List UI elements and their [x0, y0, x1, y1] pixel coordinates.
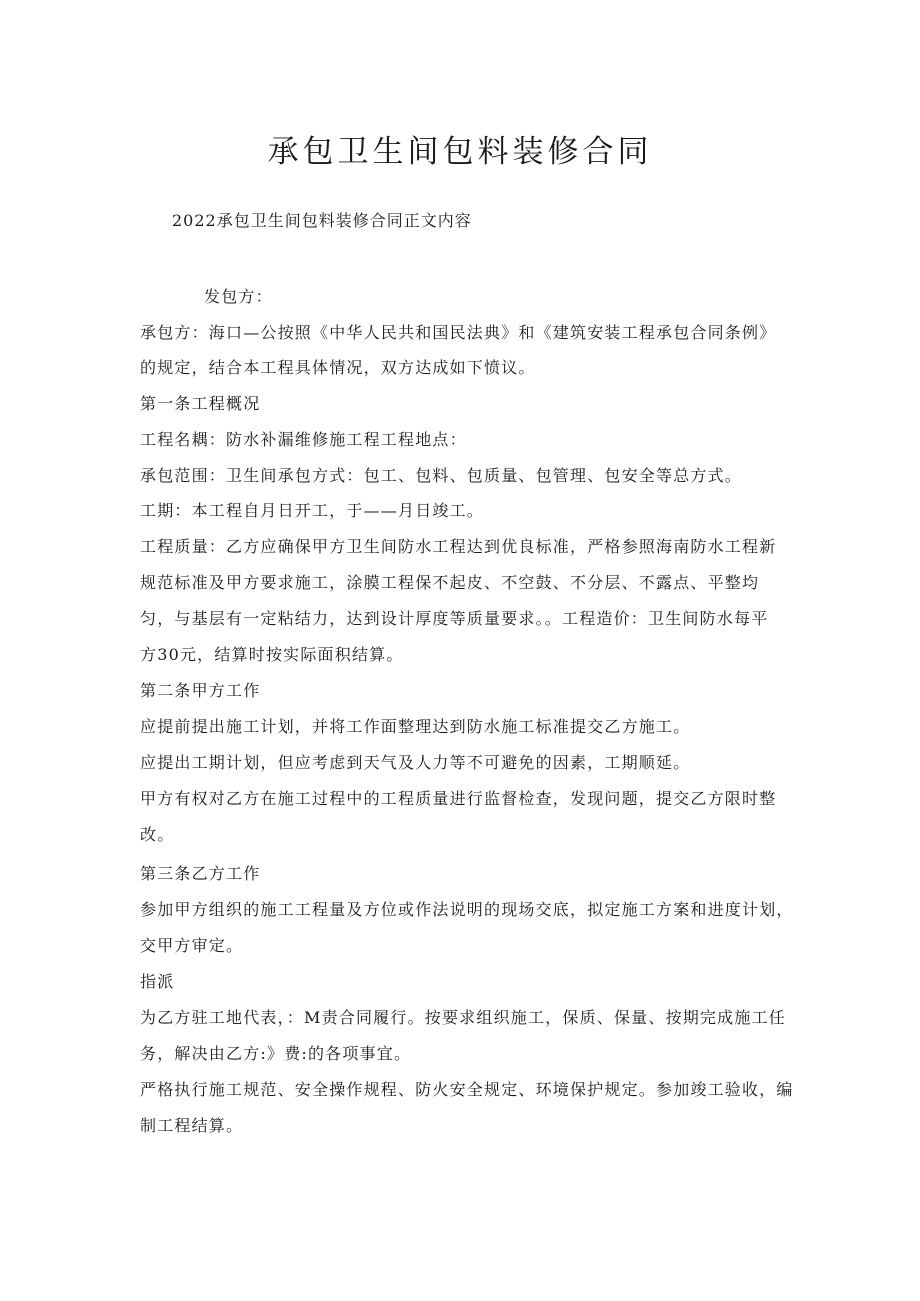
paragraph-line: 承包范围：卫生间承包方式：包工、包料、包质量、包管理、包安全等总方式。: [140, 466, 743, 485]
paragraph-line: 应提前提出施工计划，并将工作面整理达到防水施工标准提交乙方施工。: [140, 717, 691, 736]
paragraph-line: 为乙方驻工地代表，：M责合同履行。按要求组织施工，保质、保量、按期完成施工任: [140, 1008, 786, 1027]
paragraph-line: 匀，与基层有一定粘结力，达到设计厚度等质量要求。。工程造价：卫生间防水每平: [140, 609, 769, 628]
document-subtitle: 2022承包卫生间包料装修合同正文内容: [172, 211, 472, 230]
paragraph-line: 甲方有权对乙方在施工过程中的工程质量进行监督检查，发现问题，提交乙方限时整: [140, 789, 777, 808]
paragraph-line: 制工程结算。: [140, 1116, 244, 1135]
paragraph-line: 工程质量：乙方应确保甲方卫生间防水工程达到优良标准，严格参照海南防水工程新: [140, 537, 777, 556]
paragraph-line: 务，解决由乙方:》费:的各项事宜。: [140, 1044, 412, 1063]
paragraph-line: 承包方：海口—公按照《中华人民共和国民法典》和《建筑安装工程承包合同条例》: [140, 323, 777, 342]
paragraph-line: 交甲方审定。: [140, 936, 244, 955]
paragraph-line: 规范标准及甲方要求施工，涂膜工程保不起皮、不空鼓、不分层、不露点、平整均: [140, 573, 760, 592]
paragraph-line: 发包方：: [204, 287, 273, 306]
section-heading: 第一条工程概况: [140, 394, 261, 413]
paragraph-line: 指派: [140, 972, 175, 991]
paragraph-line: 应提出工期计划，但应考虑到天气及人力等不可避免的因素，工期顺延。: [140, 753, 691, 772]
paragraph-line: 工程名耦：防水补漏维修施工程工程地点：: [140, 430, 467, 449]
paragraph-line: 工期：本工程自月日开工，于——月日竣工。: [140, 501, 485, 520]
paragraph-line: 方30元，结算时按实际面积结算。: [140, 645, 404, 664]
paragraph-line: 的规定，结合本工程具体情况，双方达成如下愤议。: [140, 358, 536, 377]
paragraph-line: 改。: [140, 825, 175, 844]
section-heading: 第二条甲方工作: [140, 681, 261, 700]
paragraph-line: 严格执行施工规范、安全操作规程、防火安全规定、环境保护规定。参加竣工验收，编: [140, 1080, 794, 1099]
section-heading: 第三条乙方工作: [140, 864, 261, 883]
document-title: 承包卫生间包料装修合同: [267, 134, 653, 170]
paragraph-line: 参加甲方组织的施工工程量及方位或作法说明的现场交底，拟定施工方案和进度计划，: [140, 900, 794, 919]
